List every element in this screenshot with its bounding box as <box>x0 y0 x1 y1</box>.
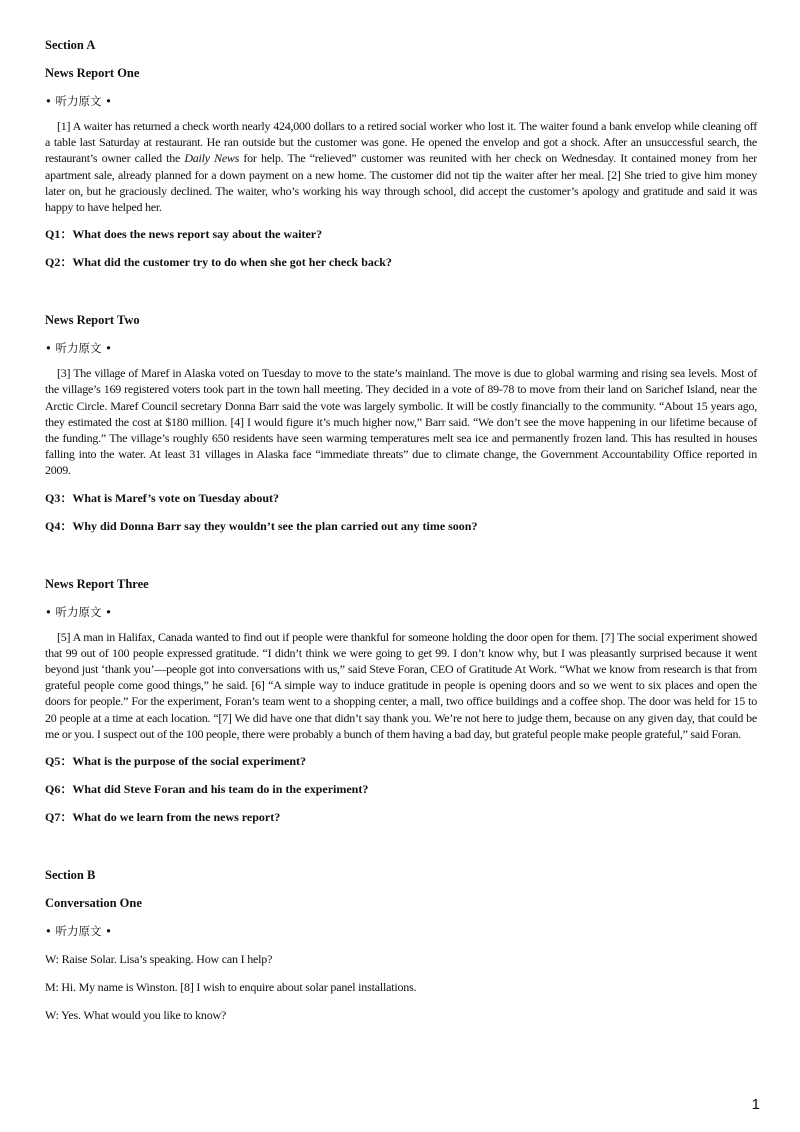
dialogue-line: W: Raise Solar. Lisa’s speaking. How can I help? <box>45 952 273 967</box>
question-6: Q6：What did Steve Foran and his team do in the experiment? <box>45 782 369 797</box>
report-one-title: News Report One <box>45 66 140 80</box>
dialogue-line: W: Yes. What would you like to know? <box>45 1008 227 1023</box>
page-number: 1 <box>751 1096 760 1113</box>
transcript-tag: • 听力原文 • <box>45 604 112 619</box>
report-one-paragraph: [1] A waiter has returned a check worth nearly 424,000 dollars to a retired social worker who lost it. The waiter found a bank envelop while cleaning off a table last Saturday at restaurant. He ran outside but the customer was gone. He opened the envelop and got a shock. After an unsuccessful search, the restaurant’s owner called the Daily News for help. The “relieved” customer was reunited with her check on Wednesday. It contained money from her apartment sale, already planned for a down payment on a new home. The customer did not tip the waiter after her meal. [2] She tried to give him money later on, but he graciously declined. The waiter, who’s working his way through school, did accept the customer’s apology and gratitude and said it was happy to have helped her. <box>45 119 757 215</box>
question-1: Q1：What does the news report say about the waiter? <box>45 227 323 242</box>
question-4: Q4：Why did Donna Barr say they wouldn’t see the plan carried out any time soon? <box>45 518 478 533</box>
question-7: Q7：What do we learn from the news report? <box>45 810 281 825</box>
question-2: Q2：What did the customer try to do when she got her check back? <box>45 255 392 270</box>
report-three-paragraph: [5] A man in Halifax, Canada wanted to find out if people were thankful for someone holding the door open for them. [7] The social experiment showed that 99 out of 100 people expressed gratitude. “I didn’t think we were going to get 99. I don’t know why, but I was pleasantly surprised because it went beyond just ‘thank you’—people got into conversations with us,” said Steve Foran, CEO of Gratitude At Work. “What we know from research is that from grateful people come good things,” he said. [6] “A simple way to induce gratitude in people is opening doors and so we went to six places and open the doors for people.” For the experiment, Foran’s team went to a shopping center, a mall, two office buildings and a coffee shop. The door was held for 15 to 20 people at a time at each location. “[7] We did have one that didn’t say thank you. We’re not here to judge them, because on any given day, that could be me or you. I suspect out of the 100 people, there were probably a bunch of them having a bad day, but grateful people make people grateful,” said Foran. <box>45 629 757 741</box>
document-page <box>45 36 757 1024</box>
report-two-paragraph: [3] The village of Maref in Alaska voted on Tuesday to move to the state’s mainland. The move is due to global warming and rising sea levels. Most of the village’s 169 registered voters took part in the town hall meeting. They decided in a vote of 89-78 to move from their land on Sarichef Island, near the Arctic Circle. Maref Council secretary Donna Barr said the vote was largely symbolic. It will be costly financially to the community. “About 15 years ago, they estimated the cost at $180 million. [4] I would figure it’s much higher now,” Barr said. “We don’t see the move happening in our lifetime because of the funding.” The village’s roughly 650 residents have seen warming temperatures melt sea ice and permanently frozen land. This has resulted in houses falling into the water. At least 31 villages in Alaska face “immediate threats” due to climate change, the Government Accountability Office reported in 2009. <box>45 366 757 478</box>
transcript-tag: • 听力原文 • <box>45 924 112 939</box>
conversation-one-title: Conversation One <box>45 896 142 911</box>
transcript-tag: • 听力原文 • <box>45 341 112 356</box>
report-two-title: News Report Two <box>45 313 140 328</box>
dialogue-line: M: Hi. My name is Winston. [8] I wish to enquire about solar panel installations. <box>45 980 417 995</box>
section-b-heading: Section B <box>45 868 96 883</box>
report-three-title: News Report Three <box>45 576 149 591</box>
transcript-tag: • 听力原文 • <box>45 94 112 108</box>
question-5: Q5：What is the purpose of the social experiment? <box>45 754 306 769</box>
question-3: Q3：What is Maref’s vote on Tuesday about? <box>45 490 280 505</box>
section-a-heading: Section A <box>45 38 96 52</box>
